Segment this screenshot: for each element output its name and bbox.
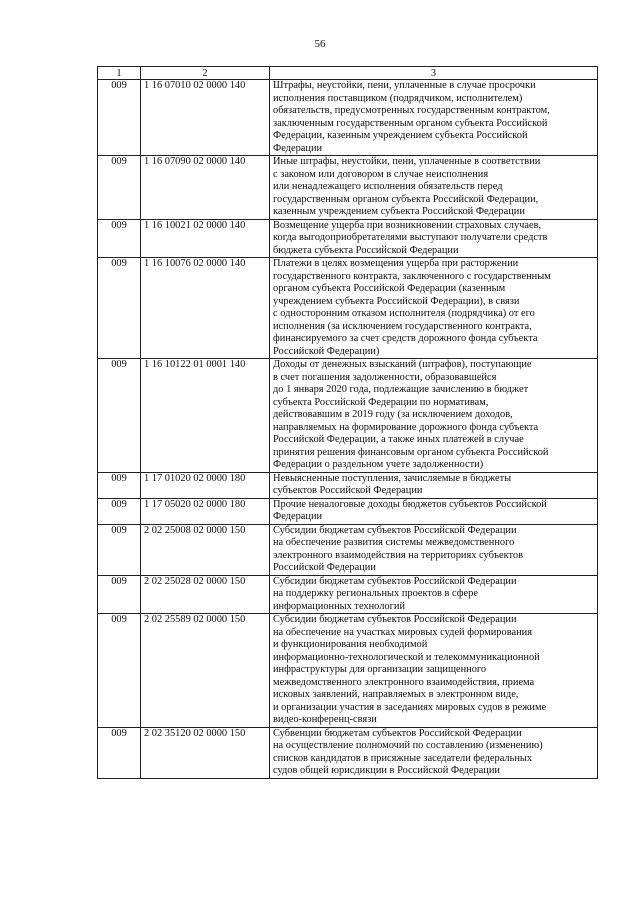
table-row xyxy=(98,80,598,156)
admin-code-cell: 009 xyxy=(98,498,141,524)
admin-code-cell: 009 xyxy=(98,219,141,258)
budget-classification-code-cell: 1 16 07010 02 0000 140 xyxy=(141,80,270,156)
table-row xyxy=(98,575,598,614)
admin-code-cell: 009 xyxy=(98,258,141,359)
budget-classification-code-cell: 1 16 10021 02 0000 140 xyxy=(141,219,270,258)
table-row xyxy=(98,524,598,575)
admin-code-cell: 009 xyxy=(98,727,141,778)
column-header-admin: 1 xyxy=(98,67,141,80)
revenue-description-cell: Прочие неналоговые доходы бюджетов субъектов Российской Федерации xyxy=(270,498,598,524)
admin-code-cell: 009 xyxy=(98,156,141,220)
budget-revenue-table xyxy=(97,66,598,779)
column-header-name: 3 xyxy=(270,67,598,80)
revenue-description-cell: Невыясненные поступления, зачисляемые в бюджеты субъектов Российской Федерации xyxy=(270,472,598,498)
budget-classification-code-cell: 1 16 10076 02 0000 140 xyxy=(141,258,270,359)
revenue-description-cell: Иные штрафы, неустойки, пени, уплаченные в соответствии с законом или договором в случае неисполнения или ненадлежащего исполнения обязательств перед государственным органом субъекта Российской Федерации, казенным учреждением субъекта Российской Федерации xyxy=(270,156,598,220)
budget-classification-code-cell: 2 02 25028 02 0000 150 xyxy=(141,575,270,614)
admin-code-cell: 009 xyxy=(98,359,141,473)
revenue-description-cell: Возмещение ущерба при возникновении страховых случаев, когда выгодоприобретателями выступают получатели средств бюджета субъекта Российской Федерации xyxy=(270,219,598,258)
revenue-description-cell: Платежи в целях возмещения ущерба при расторжении государственного контракта, заключенного с государственным органом субъекта Российской Федерации (казенным учреждением субъекта Российской Федерации), в связи с односторонним отказом исполнителя (подрядчика) от его исполнения (за исключением государственного контракта, финансируемого за счет средств дорожного фонда субъекта Российской Федерации) xyxy=(270,258,598,359)
table-row xyxy=(98,219,598,258)
column-header-code: 2 xyxy=(141,67,270,80)
page-number: 56 xyxy=(314,38,326,50)
admin-code-cell: 009 xyxy=(98,472,141,498)
budget-classification-code-cell: 2 02 25589 02 0000 150 xyxy=(141,614,270,728)
budget-classification-code-cell: 1 17 05020 02 0000 180 xyxy=(141,498,270,524)
admin-code-cell: 009 xyxy=(98,80,141,156)
admin-code-cell: 009 xyxy=(98,524,141,575)
budget-classification-code-cell: 2 02 35120 02 0000 150 xyxy=(141,727,270,778)
revenue-description-cell: Субсидии бюджетам субъектов Российской Федерации на обеспечение развития системы межведомственного электронного взаимодействия на территориях субъектов Российской Федерации xyxy=(270,524,598,575)
budget-classification-code-cell: 1 16 07090 02 0000 140 xyxy=(141,156,270,220)
revenue-description-cell: Субсидии бюджетам субъектов Российской Федерации на обеспечение на участках мировых судей формирования и функционирования необходимой информационно-технологической и телекоммуникационной инфраструктуры для организации защищенного межведомственного электронного взаимодействия, приема исковых заявлений, направляемых в электронном виде, и организации участия в заседаниях мировых судов в режиме видео-конференц-связи xyxy=(270,614,598,728)
table-row xyxy=(98,614,598,728)
budget-classification-code-cell: 1 17 01020 02 0000 180 xyxy=(141,472,270,498)
budget-classification-code-cell: 2 02 25008 02 0000 150 xyxy=(141,524,270,575)
table-row xyxy=(98,258,598,359)
revenue-description-cell: Доходы от денежных взысканий (штрафов), поступающие в счет погашения задолженности, образовавшейся до 1 января 2020 года, подлежащие зачислению в бюджет субъекта Российской Федерации по нормативам, действовавшим в 2019 году (за исключением доходов, направляемых на формирование дорожного фонда субъекта Российской Федерации, а также иных платежей в случае принятия решения финансовым органом субъекта Российской Федерации о раздельном учете задолженности) xyxy=(270,359,598,473)
revenue-description-cell: Субсидии бюджетам субъектов Российской Федерации на поддержку региональных проектов в сфере информационных технологий xyxy=(270,575,598,614)
revenue-description-cell: Субвенции бюджетам субъектов Российской Федерации на осуществление полномочий по составлению (изменению) списков кандидатов в присяжные заседатели федеральных судов общей юрисдикции в Российской Федерации xyxy=(270,727,598,778)
budget-classification-code-cell: 1 16 10122 01 0001 140 xyxy=(141,359,270,473)
table-row xyxy=(98,472,598,498)
admin-code-cell: 009 xyxy=(98,614,141,728)
table-row xyxy=(98,359,598,473)
admin-code-cell: 009 xyxy=(98,575,141,614)
revenue-description-cell: Штрафы, неустойки, пени, уплаченные в случае просрочки исполнения поставщиком (подрядчиком, исполнителем) обязательств, предусмотренных государственным контрактом, заключенным государственным органом субъекта Российской Федерации, казенным учреждением субъекта Российской Федерации xyxy=(270,80,598,156)
table-row xyxy=(98,727,598,778)
table-row xyxy=(98,498,598,524)
table-row xyxy=(98,156,598,220)
table-header-row xyxy=(98,67,598,80)
